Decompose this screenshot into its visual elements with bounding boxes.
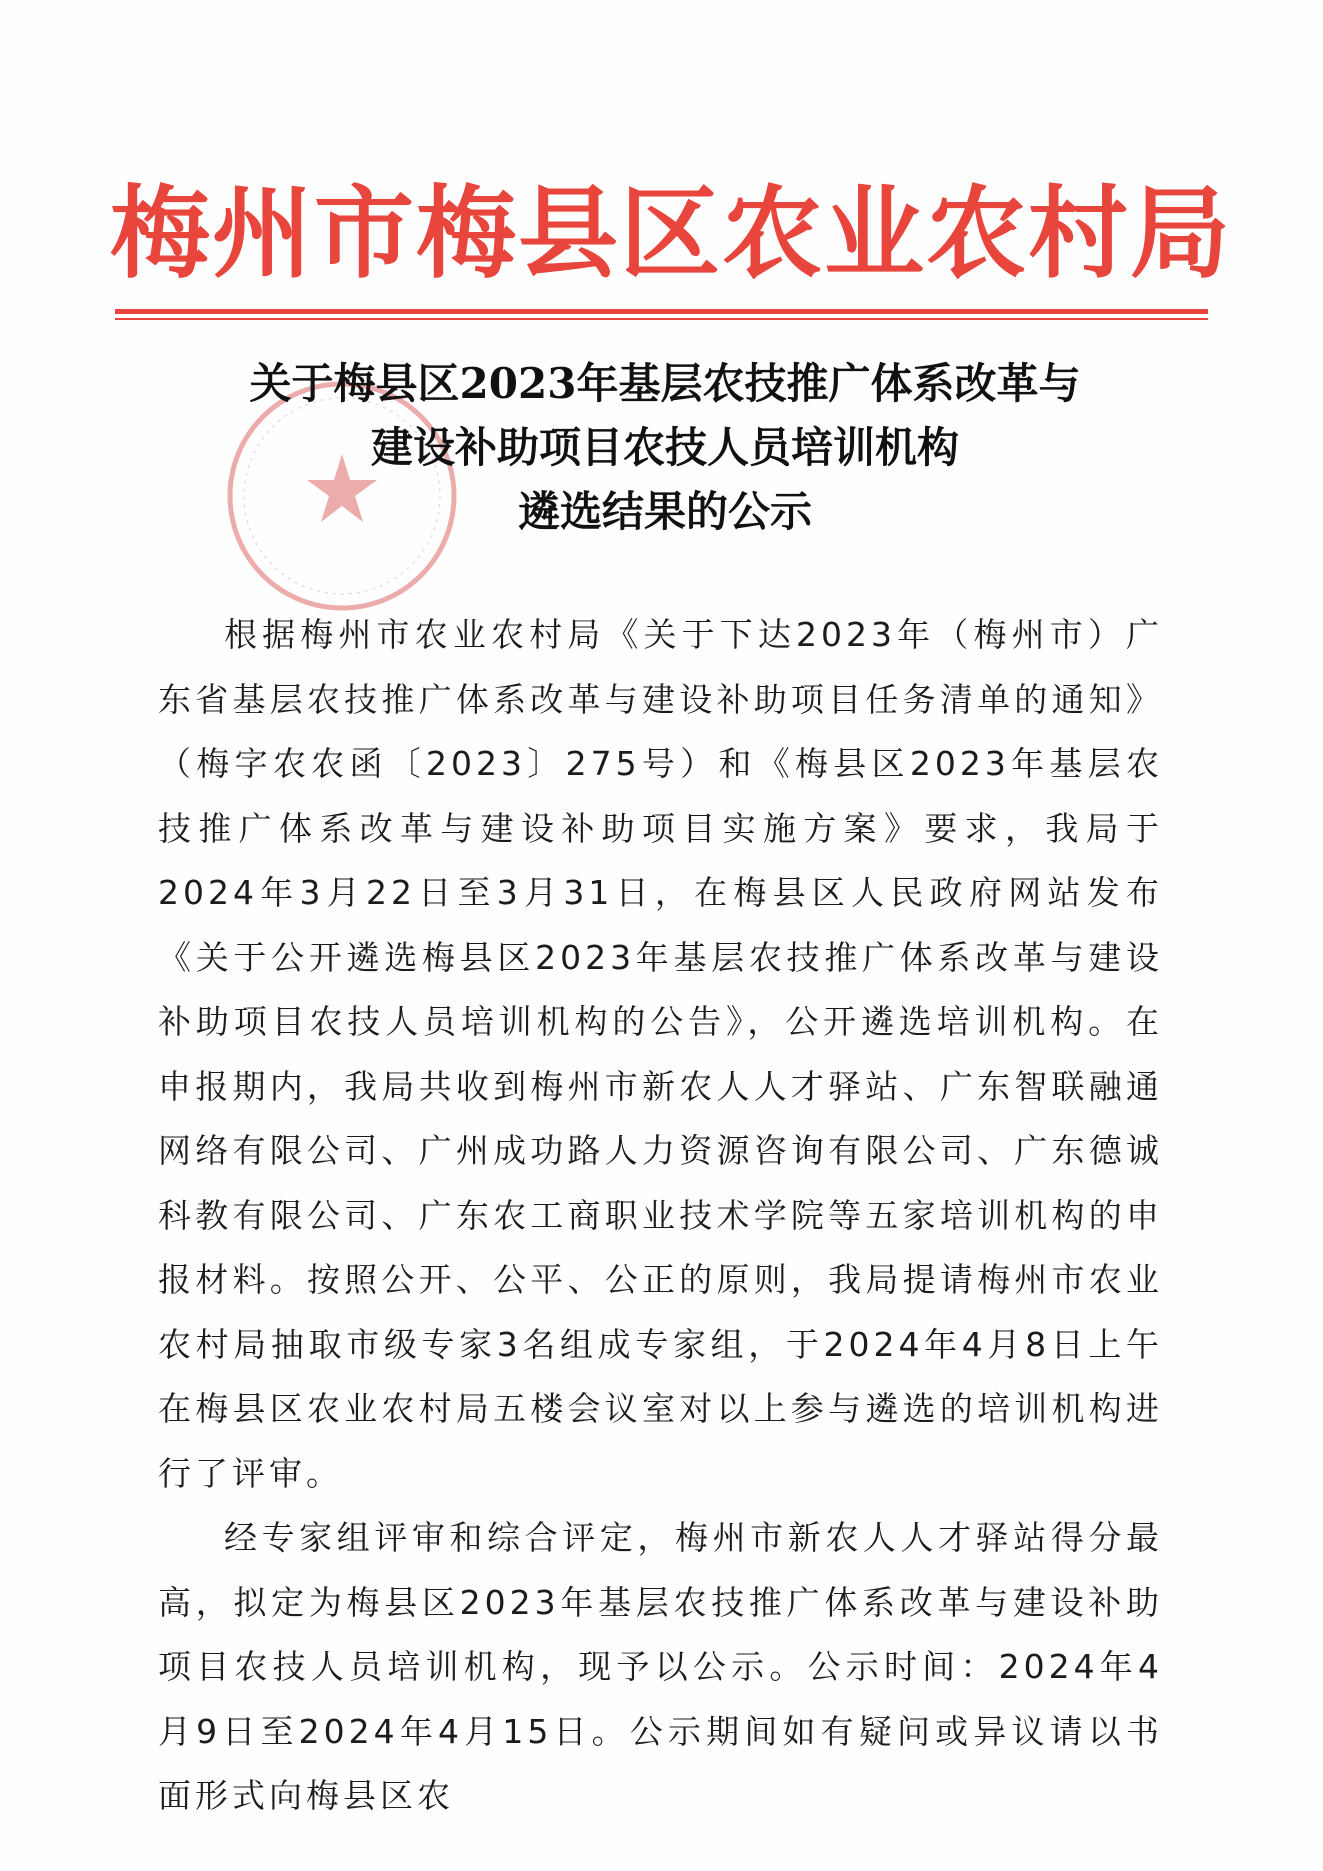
masthead-rule-thin (115, 318, 1208, 320)
notice-title-line-3: 遴选结果的公示 (517, 487, 812, 536)
masthead-title: 梅州市梅县区农业农村局 (110, 174, 1232, 292)
notice-body (158, 603, 1163, 1829)
body-paragraph-2: 经专家组评审和综合评定，梅州市新农人人才驿站得分最高，拟定为梅县区2023年基层农技推广体系改革与建设补助项目农技人员培训机构，现予以公示。公示时间：2024年4月9日至2024年4月15日。公示期间如有疑问或异议请以书面形式向梅县区农 (158, 1518, 1163, 1815)
notice-title-line-1: 关于梅县区2023年基层农技推广体系改革与 (249, 359, 1081, 408)
notice-title (130, 352, 1200, 544)
notice-title-line-2: 建设补助项目农技人员培训机构 (370, 423, 959, 472)
body-paragraph-1: 根据梅州市农业农村局《关于下达2023年（梅州市）广东省基层农技推广体系改革与建设补助项目任务清单的通知》（梅字农农函〔2023〕275号）和《梅县区2023年基层农技推广体系改革与建设补助项目实施方案》要求，我局于2024年3月22日至3月31日，在梅县区人民政府网站发布《关于公开遴选梅县区2023年基层农技推广体系改革与建设补助项目农技人员培训机构的公告》，公开遴选培训机构。在申报期内，我局共收到梅州市新农人人才驿站、广东智联融通网络有限公司、广州成功路人力资源咨询有限公司、广东德诚科教有限公司、广东农工商职业技术学院等五家培训机构的申报材料。按照公开、公平、公正的原则，我局提请梅州市农业农村局抽取市级专家3名组成专家组，于2024年4月8日上午在梅县区农业农村局五楼会议室对以上参与遴选的培训机构进行了评审。 (158, 615, 1163, 1493)
masthead-rule-thick (115, 309, 1208, 314)
